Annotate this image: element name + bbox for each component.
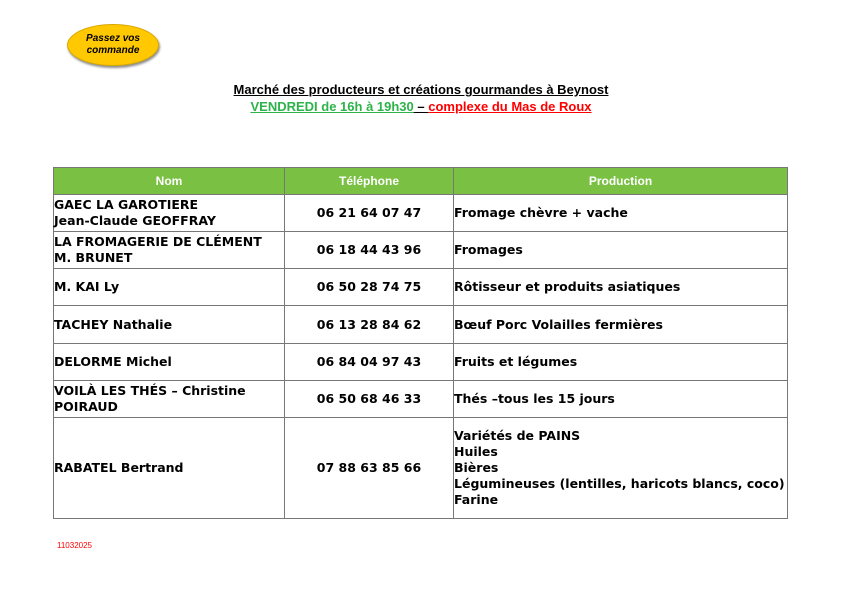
name-line: DELORME Michel: [54, 354, 172, 369]
producer-name: [54, 381, 285, 418]
producer-phone: 06 84 04 97 43: [285, 344, 454, 381]
producer-phone: 06 18 44 43 96: [285, 232, 454, 269]
name-line: RABATEL Bertrand: [54, 460, 184, 475]
table-row: [54, 418, 788, 519]
producer-phone: 06 50 28 74 75: [285, 269, 454, 306]
producer-production: [454, 306, 788, 344]
schedule-text: VENDREDI de 16h à 19h30: [250, 99, 414, 114]
name-line: VOILÀ LES THÉS – Christine: [54, 383, 246, 398]
name-line: TACHEY Nathalie: [54, 316, 173, 332]
name-line: POIRAUD: [54, 399, 118, 414]
table-row: [54, 195, 788, 232]
table-row: [54, 344, 788, 381]
production-line: Bœuf Porc Volailles fermières: [454, 316, 663, 332]
subtitle-separator: –: [413, 99, 429, 114]
order-badge[interactable]: [67, 24, 159, 66]
badge-line-1: Passez vos: [86, 33, 140, 44]
table-row: [54, 232, 788, 269]
column-header-production: Production: [454, 168, 788, 195]
producer-production: [454, 344, 788, 381]
production-line: Variétés de PAINS: [454, 428, 581, 443]
producer-production: [454, 269, 788, 306]
column-header-name: Nom: [54, 168, 285, 195]
column-header-phone: Téléphone: [285, 168, 454, 195]
name-line: M. BRUNET: [54, 250, 133, 265]
producer-production: [454, 418, 788, 519]
production-line: Farine: [454, 492, 499, 507]
producer-name: [54, 306, 285, 344]
producer-name: [54, 195, 285, 232]
producer-phone: 07 88 63 85 66: [285, 418, 454, 519]
table-row: [54, 306, 788, 344]
name-line: Jean-Claude GEOFFRAY: [54, 213, 216, 228]
page-subtitle: [0, 99, 842, 114]
producer-phone: 06 13 28 84 62: [285, 306, 454, 344]
production-line: Bières: [454, 460, 499, 475]
producer-phone: 06 50 68 46 33: [285, 381, 454, 418]
producer-production: [454, 195, 788, 232]
page-title: Marché des producteurs et créations gourmandes à Beynost: [233, 82, 609, 97]
name-line: LA FROMAGERIE DE CLÉMENT: [54, 234, 262, 249]
location-text: complexe du Mas de Roux: [428, 99, 592, 114]
production-line: Huiles: [454, 444, 498, 459]
table-row: [54, 381, 788, 418]
producer-name: [54, 344, 285, 381]
name-line: M. KAI Ly: [54, 279, 120, 294]
producer-production: [454, 381, 788, 418]
producer-production: [454, 232, 788, 269]
producers-table: [53, 167, 788, 519]
production-line: Rôtisseur et produits asiatiques: [454, 279, 681, 294]
production-line: Légumineuses (lentilles, haricots blancs, coco): [454, 476, 785, 491]
production-line: Fruits et légumes: [454, 354, 578, 369]
table-header-row: [54, 168, 788, 195]
production-line: Thés –tous les 15 jours: [454, 391, 615, 406]
producer-name: [54, 232, 285, 269]
table-row: [54, 269, 788, 306]
badge-line-2: commande: [86, 45, 140, 56]
production-line: Fromage chèvre + vache: [454, 205, 628, 220]
producer-phone: 06 21 64 07 47: [285, 195, 454, 232]
producer-name: [54, 418, 285, 519]
document-code: 11032025: [57, 541, 92, 550]
production-line: Fromages: [454, 242, 523, 257]
producer-name: [54, 269, 285, 306]
name-line: GAEC LA GAROTIERE: [54, 197, 199, 212]
